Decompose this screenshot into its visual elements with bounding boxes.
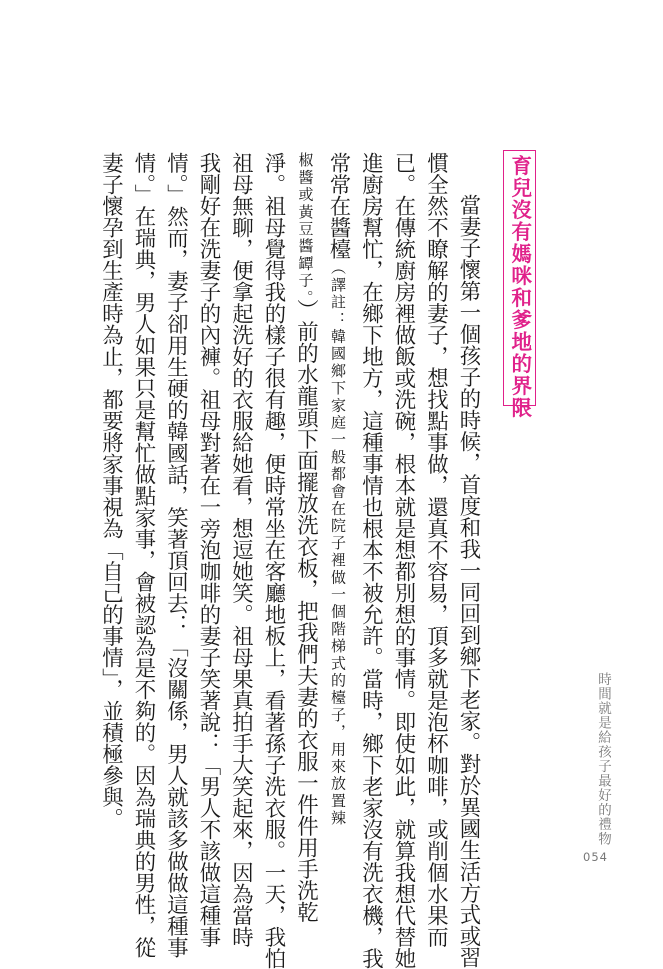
body-column: 進廚房幫忙，在鄉下地方，這種事情也根本不被允許。當時，鄉下老家沒有洗衣機，我 <box>358 152 384 969</box>
body-column: 當妻子懷第一個孩子的時候，首度和我一同回到鄉下老家。對於異國生活方式或習 <box>456 194 481 968</box>
running-header: 時間就是給孩子最好的禮物 <box>595 672 611 846</box>
body-column: 我剛好在洗妻子的內褲。祖母對著在一旁泡咖啡的妻子笑著說：「男人不該做這種事 <box>196 152 221 948</box>
body-column: 慣全然不瞭解的妻子，想找點事做，還真不容易，頂多就是泡杯咖啡，或削個水果而 <box>423 152 449 948</box>
body-column: 妻子懷孕到生產時為止，都要將家事視為「自己的事情」，並積極參與。 <box>98 152 124 830</box>
body-column: 情。」在瑞典，男人如果只是幫忙做點家事，會被認為是不夠的。因為瑞典的男性，從 <box>131 152 156 959</box>
section-title-box <box>503 150 536 419</box>
body-column-note: 常常在醬檯（譯註：韓國鄉下家庭一般都會在院子裡做一個階梯式的檯子，用來放置辣 <box>326 152 351 828</box>
body-column: 淨。祖母覺得我的樣子很有趣，便時常坐在客廳地板上，看著孫子洗衣服。一天，我怕 <box>261 152 286 969</box>
body-text <box>94 152 484 969</box>
body-column: 情。」然而，妻子卻用生硬的韓國話，笑著頂回去：「沒關係，男人就該多做做這種事 <box>163 152 189 959</box>
body-column: 祖母無聊，便拿起洗好的衣服給她看，想逗她笑。祖母果真拍手大笑起來，因為當時 <box>228 152 254 948</box>
body-column: 已。在傳統廚房裡做飯或洗碗，根本就是想都別想的事情。即使如此，就算我想代替她 <box>391 152 416 969</box>
body-column-note: 椒醬或黃豆醬罈子。）前的水龍頭下面擺放洗衣板，把我們夫妻的衣服一件件用手洗乾 <box>293 152 319 923</box>
section-title: 育兒沒有媽咪和爹地的界限 <box>507 155 532 419</box>
page-number: 054 <box>583 850 608 864</box>
